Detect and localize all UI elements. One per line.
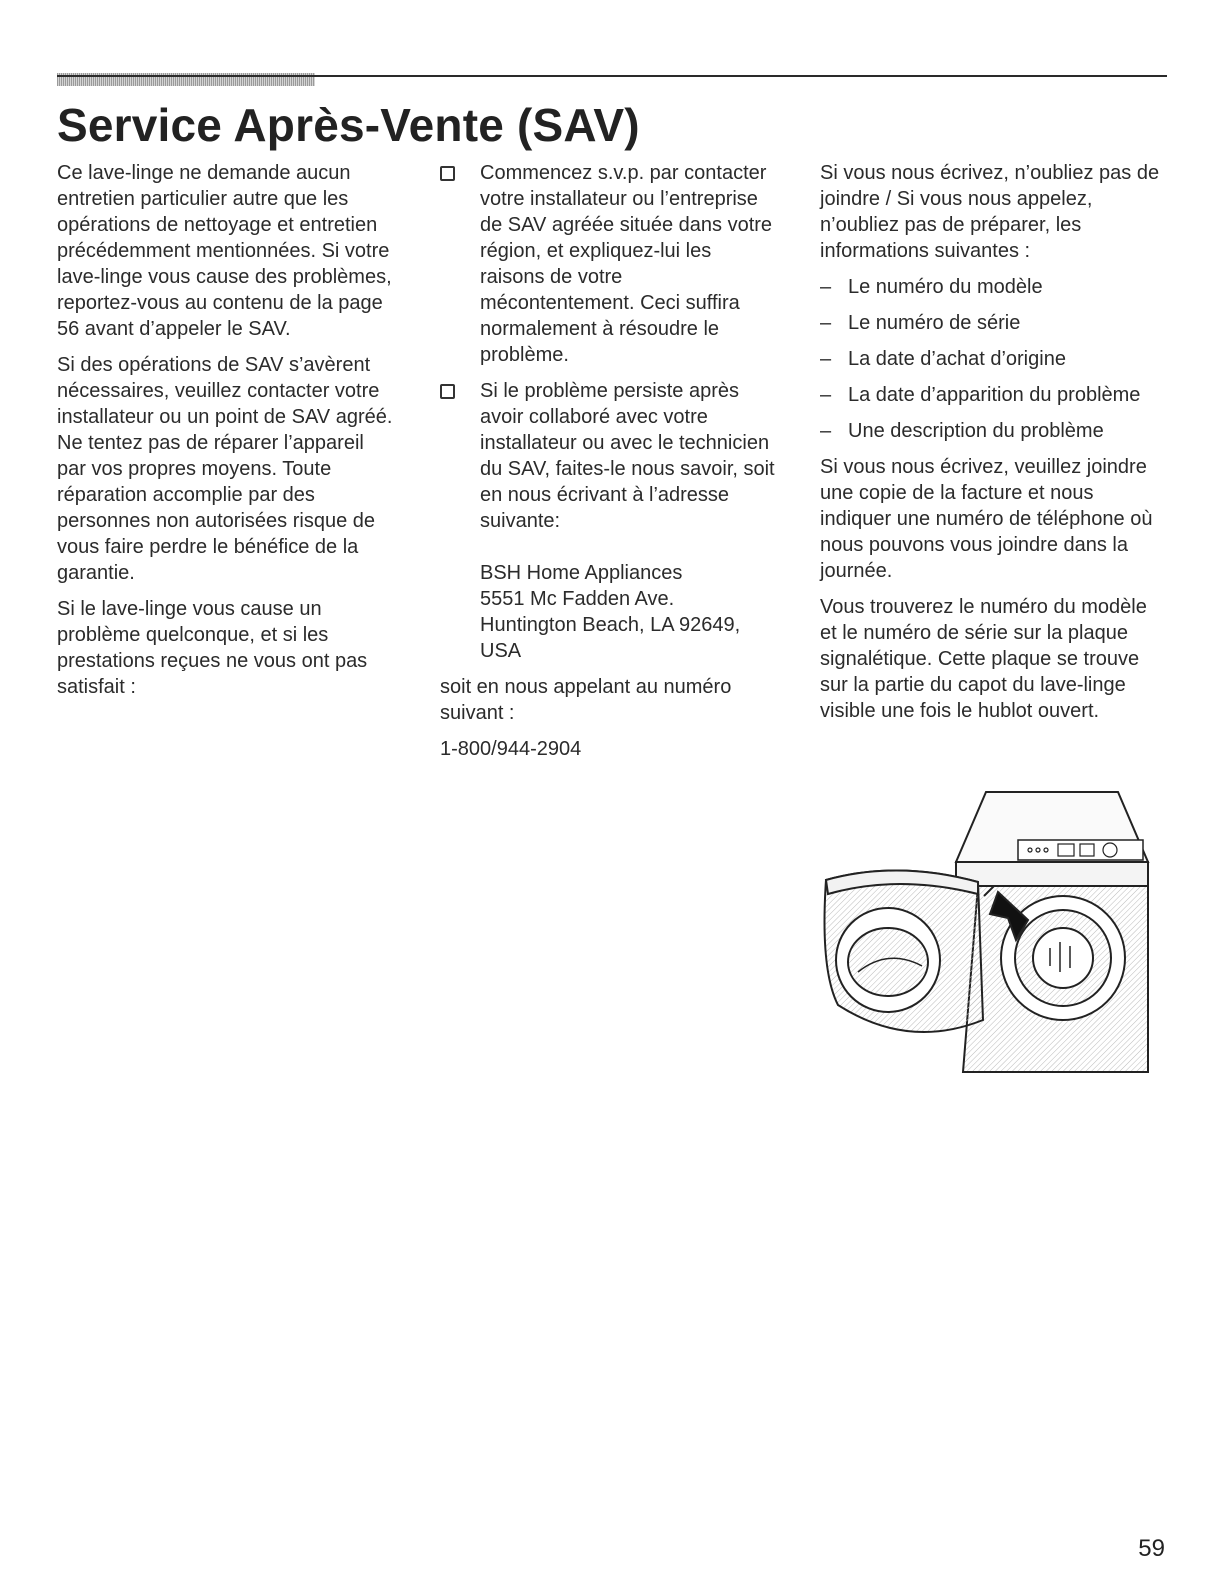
checkbox-item-text: Si le problème persiste après avoir collaboré avec votre installateur ou avec le technicien du SAV, faites-le nous savoir, soit en nous écrivant à l’adresse suivante:	[480, 380, 775, 532]
address-line: USA	[480, 640, 522, 662]
address-line: Huntington Beach, LA 92649,	[480, 614, 741, 636]
page-title: Service Après-Vente (SAV)	[57, 99, 640, 151]
checkbox-icon	[440, 166, 455, 181]
dash-marker: –	[820, 348, 832, 370]
page-number: 59	[1138, 1535, 1165, 1562]
sav-paragraph: Si des opérations de SAV s’avèrent nécessaires, veuillez contacter votre installateur ou un point de SAV agréé. Ne tentez pas de réparer l’appareil par vos propres moyens. Toute réparation accomplie par des personnes non autorisées risque de vous faire perdre le bénéfice de la garantie.	[57, 354, 393, 584]
checkbox-item-text: Commencez s.v.p. par contacter votre installateur ou l’entreprise de SAV agréée située dans votre région, et expliquez-lui les raisons de votre mécontentement. Ceci suffira normalement à résoudre le problème.	[480, 162, 773, 366]
column-left	[57, 160, 397, 710]
dash-marker: –	[820, 420, 832, 442]
rating-plate-paragraph: Vous trouverez le numéro du modèle et le numéro de série sur la plaque signalétique. Cette plaque se trouve sur la partie du capot du lave-linge visible une fois le hublot ouvert.	[820, 596, 1147, 722]
problem-paragraph: Si le lave-linge vous cause un problème quelconque, et si les prestations reçues ne vous ont pas satisfait :	[57, 598, 368, 698]
list-item	[820, 274, 1160, 300]
list-item	[820, 310, 1160, 336]
address-line: BSH Home Appliances	[480, 562, 683, 584]
phone-number: 1-800/944-2904	[440, 738, 582, 760]
washing-machine-illustration	[818, 790, 1158, 1080]
phone-intro: soit en nous appelant au numéro suivant :	[440, 676, 732, 724]
list-item	[820, 418, 1160, 444]
list-item-text: La date d’achat d’origine	[848, 348, 1066, 370]
invoice-paragraph: Si vous nous écrivez, veuillez joindre une copie de la facture et nous indiquer une numéro de téléphone où nous pouvons vous joindre dans la journée.	[820, 456, 1153, 582]
header-rule	[57, 75, 1167, 77]
list-item-text: Le numéro du modèle	[848, 276, 1043, 298]
checkbox-item	[440, 378, 780, 534]
column-middle	[440, 160, 780, 772]
dash-marker: –	[820, 276, 832, 298]
column-right	[820, 160, 1160, 734]
list-item	[820, 382, 1160, 408]
intro-paragraph: Ce lave-linge ne demande aucun entretien particulier autre que les opérations de nettoyage et entretien précédemment mentionnées. Si votre lave-linge vous cause des problèmes, reportez-vous au contenu de la page 56 avant d’appeler le SAV.	[57, 162, 392, 340]
dash-marker: –	[820, 384, 832, 406]
list-item-text: Le numéro de série	[848, 312, 1021, 334]
checkbox-item	[440, 160, 780, 368]
list-item	[820, 346, 1160, 372]
info-intro: Si vous nous écrivez, n’oubliez pas de joindre / Si vous nous appelez, n’oubliez pas de préparer, les informations suivantes :	[820, 162, 1160, 262]
checkbox-icon	[440, 384, 455, 399]
address-line: 5551 Mc Fadden Ave.	[480, 588, 675, 610]
list-item-text: La date d’apparition du problème	[848, 384, 1141, 406]
dash-marker: –	[820, 312, 832, 334]
info-list	[820, 274, 1160, 444]
list-item-text: Une description du problème	[848, 420, 1104, 442]
postal-address	[440, 560, 780, 664]
